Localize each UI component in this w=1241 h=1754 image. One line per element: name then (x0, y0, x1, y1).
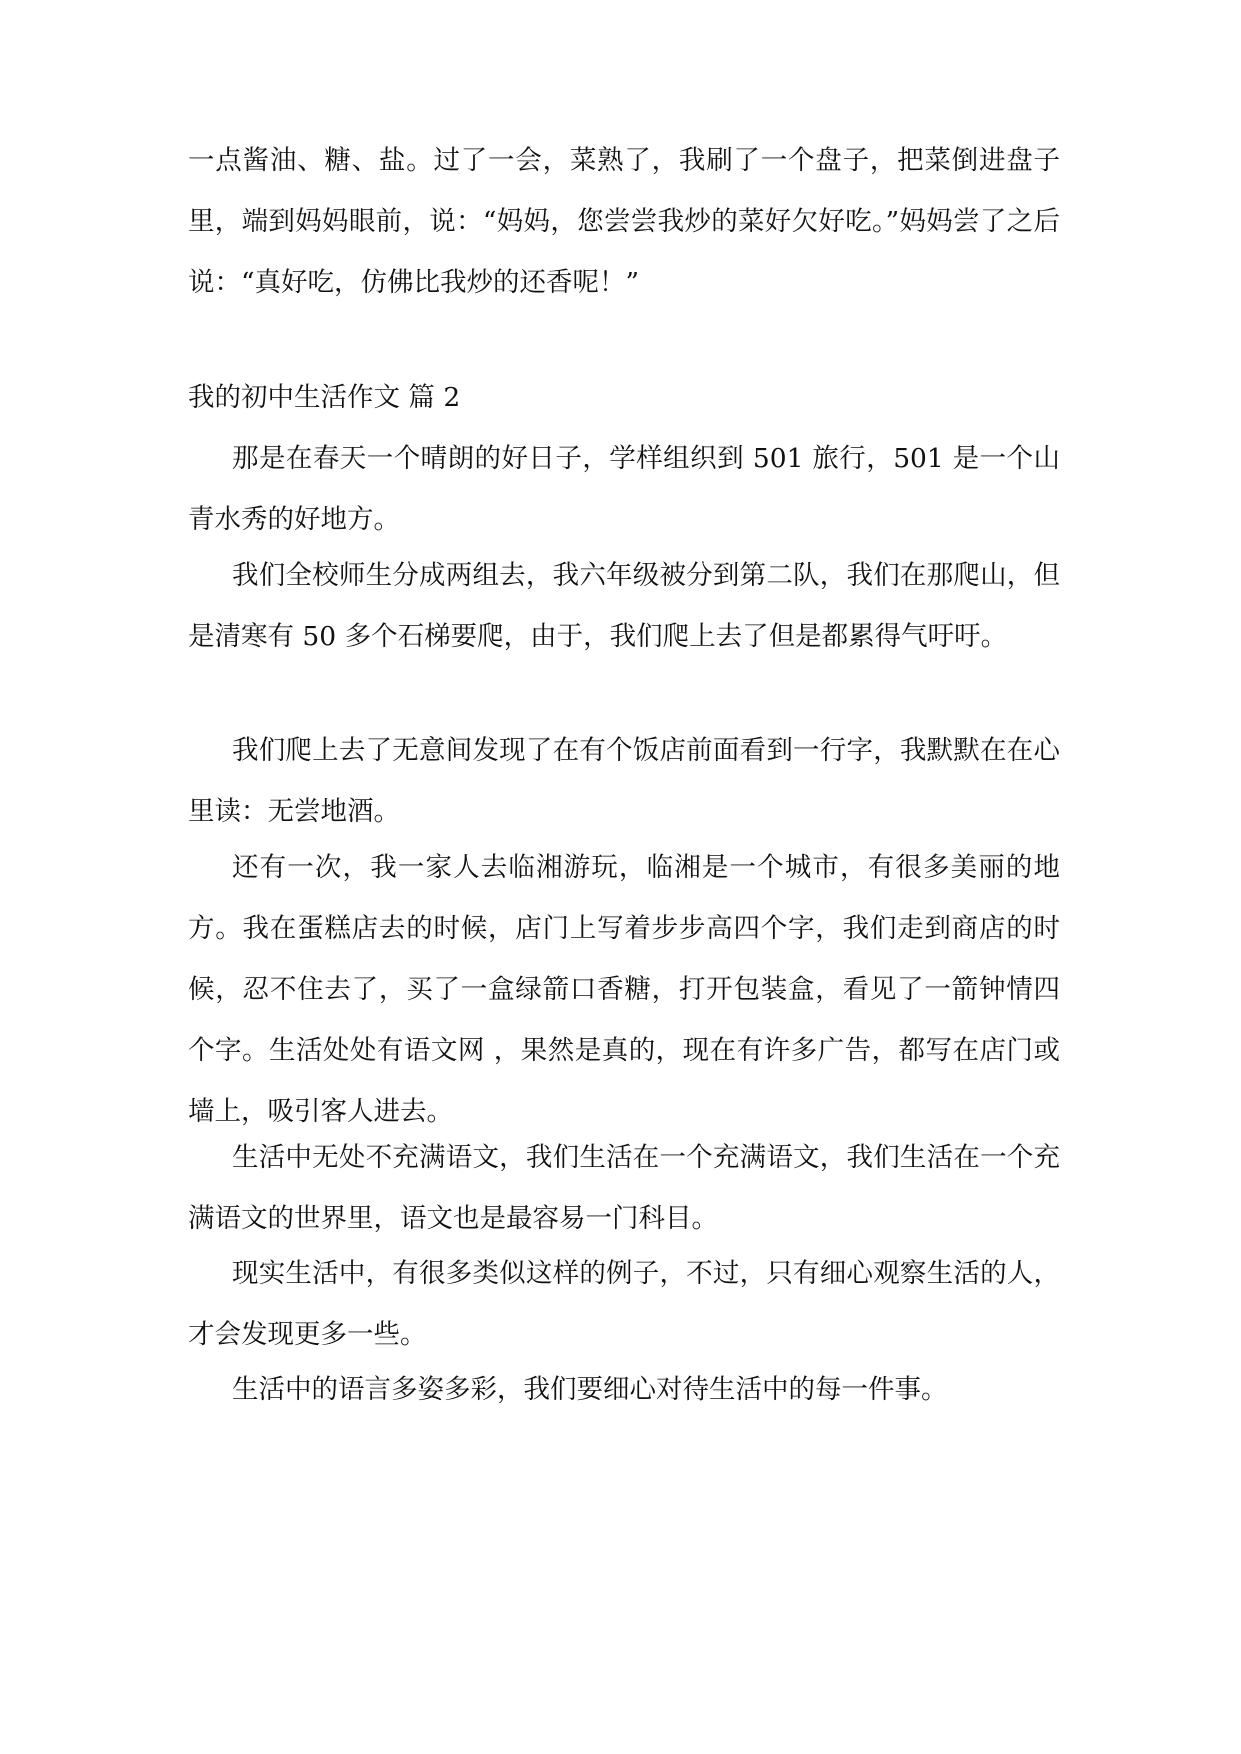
paragraph-3: 我们爬上去了无意间发现了在有个饭店前面看到一行字，我默默在在心里读：无尝地酒。 (188, 735, 1060, 827)
paragraph-1: 那是在春天一个晴朗的好日子，学样组织到 501 旅行，501 是一个山青水秀的好地方。 (188, 443, 1060, 535)
paragraph-5: 生活中无处不充满语文，我们生活在一个充满语文，我们生活在一个充满语文的世界里，语文也是最容易一门科目。 (188, 1142, 1060, 1234)
paragraph-4: 还有一次，我一家人去临湘游玩，临湘是一个城市，有很多美丽的地方。我在蛋糕店去的时候，店门上写着步步高四个字，我们走到商店的时候，忍不住去了，买了一盒绿箭口香糖，打开包装盒，看见了一箭钟情四个字。生活处处有语文网 ，果然是真的，现在有许多广告，都写在店门或墙上，吸引客人进去。 (188, 852, 1060, 1127)
paragraph-2: 我们全校师生分成两组去，我六年级被分到第二队，我们在那爬山，但是清寒有 50 多个石梯要爬，由于，我们爬上去了但是都累得气吁吁。 (188, 560, 1060, 652)
paragraph-6: 现实生活中，有很多类似这样的例子，不过，只有细心观察生活的人，才会发现更多一些。 (188, 1258, 1060, 1350)
section-title: 我的初中生活作文 篇 2 (188, 382, 461, 413)
continuation-paragraph: 一点酱油、糖、盐。过了一会，菜熟了，我刷了一个盘子，把菜倒进盘子里，端到妈妈眼前，说：“妈妈，您尝尝我炒的菜好欠好吃。”妈妈尝了之后说：“真好吃，仿佛比我炒的还香呢！” (188, 145, 1060, 298)
paragraph-7: 生活中的语言多姿多彩，我们要细心对待生活中的每一件事。 (232, 1374, 948, 1405)
